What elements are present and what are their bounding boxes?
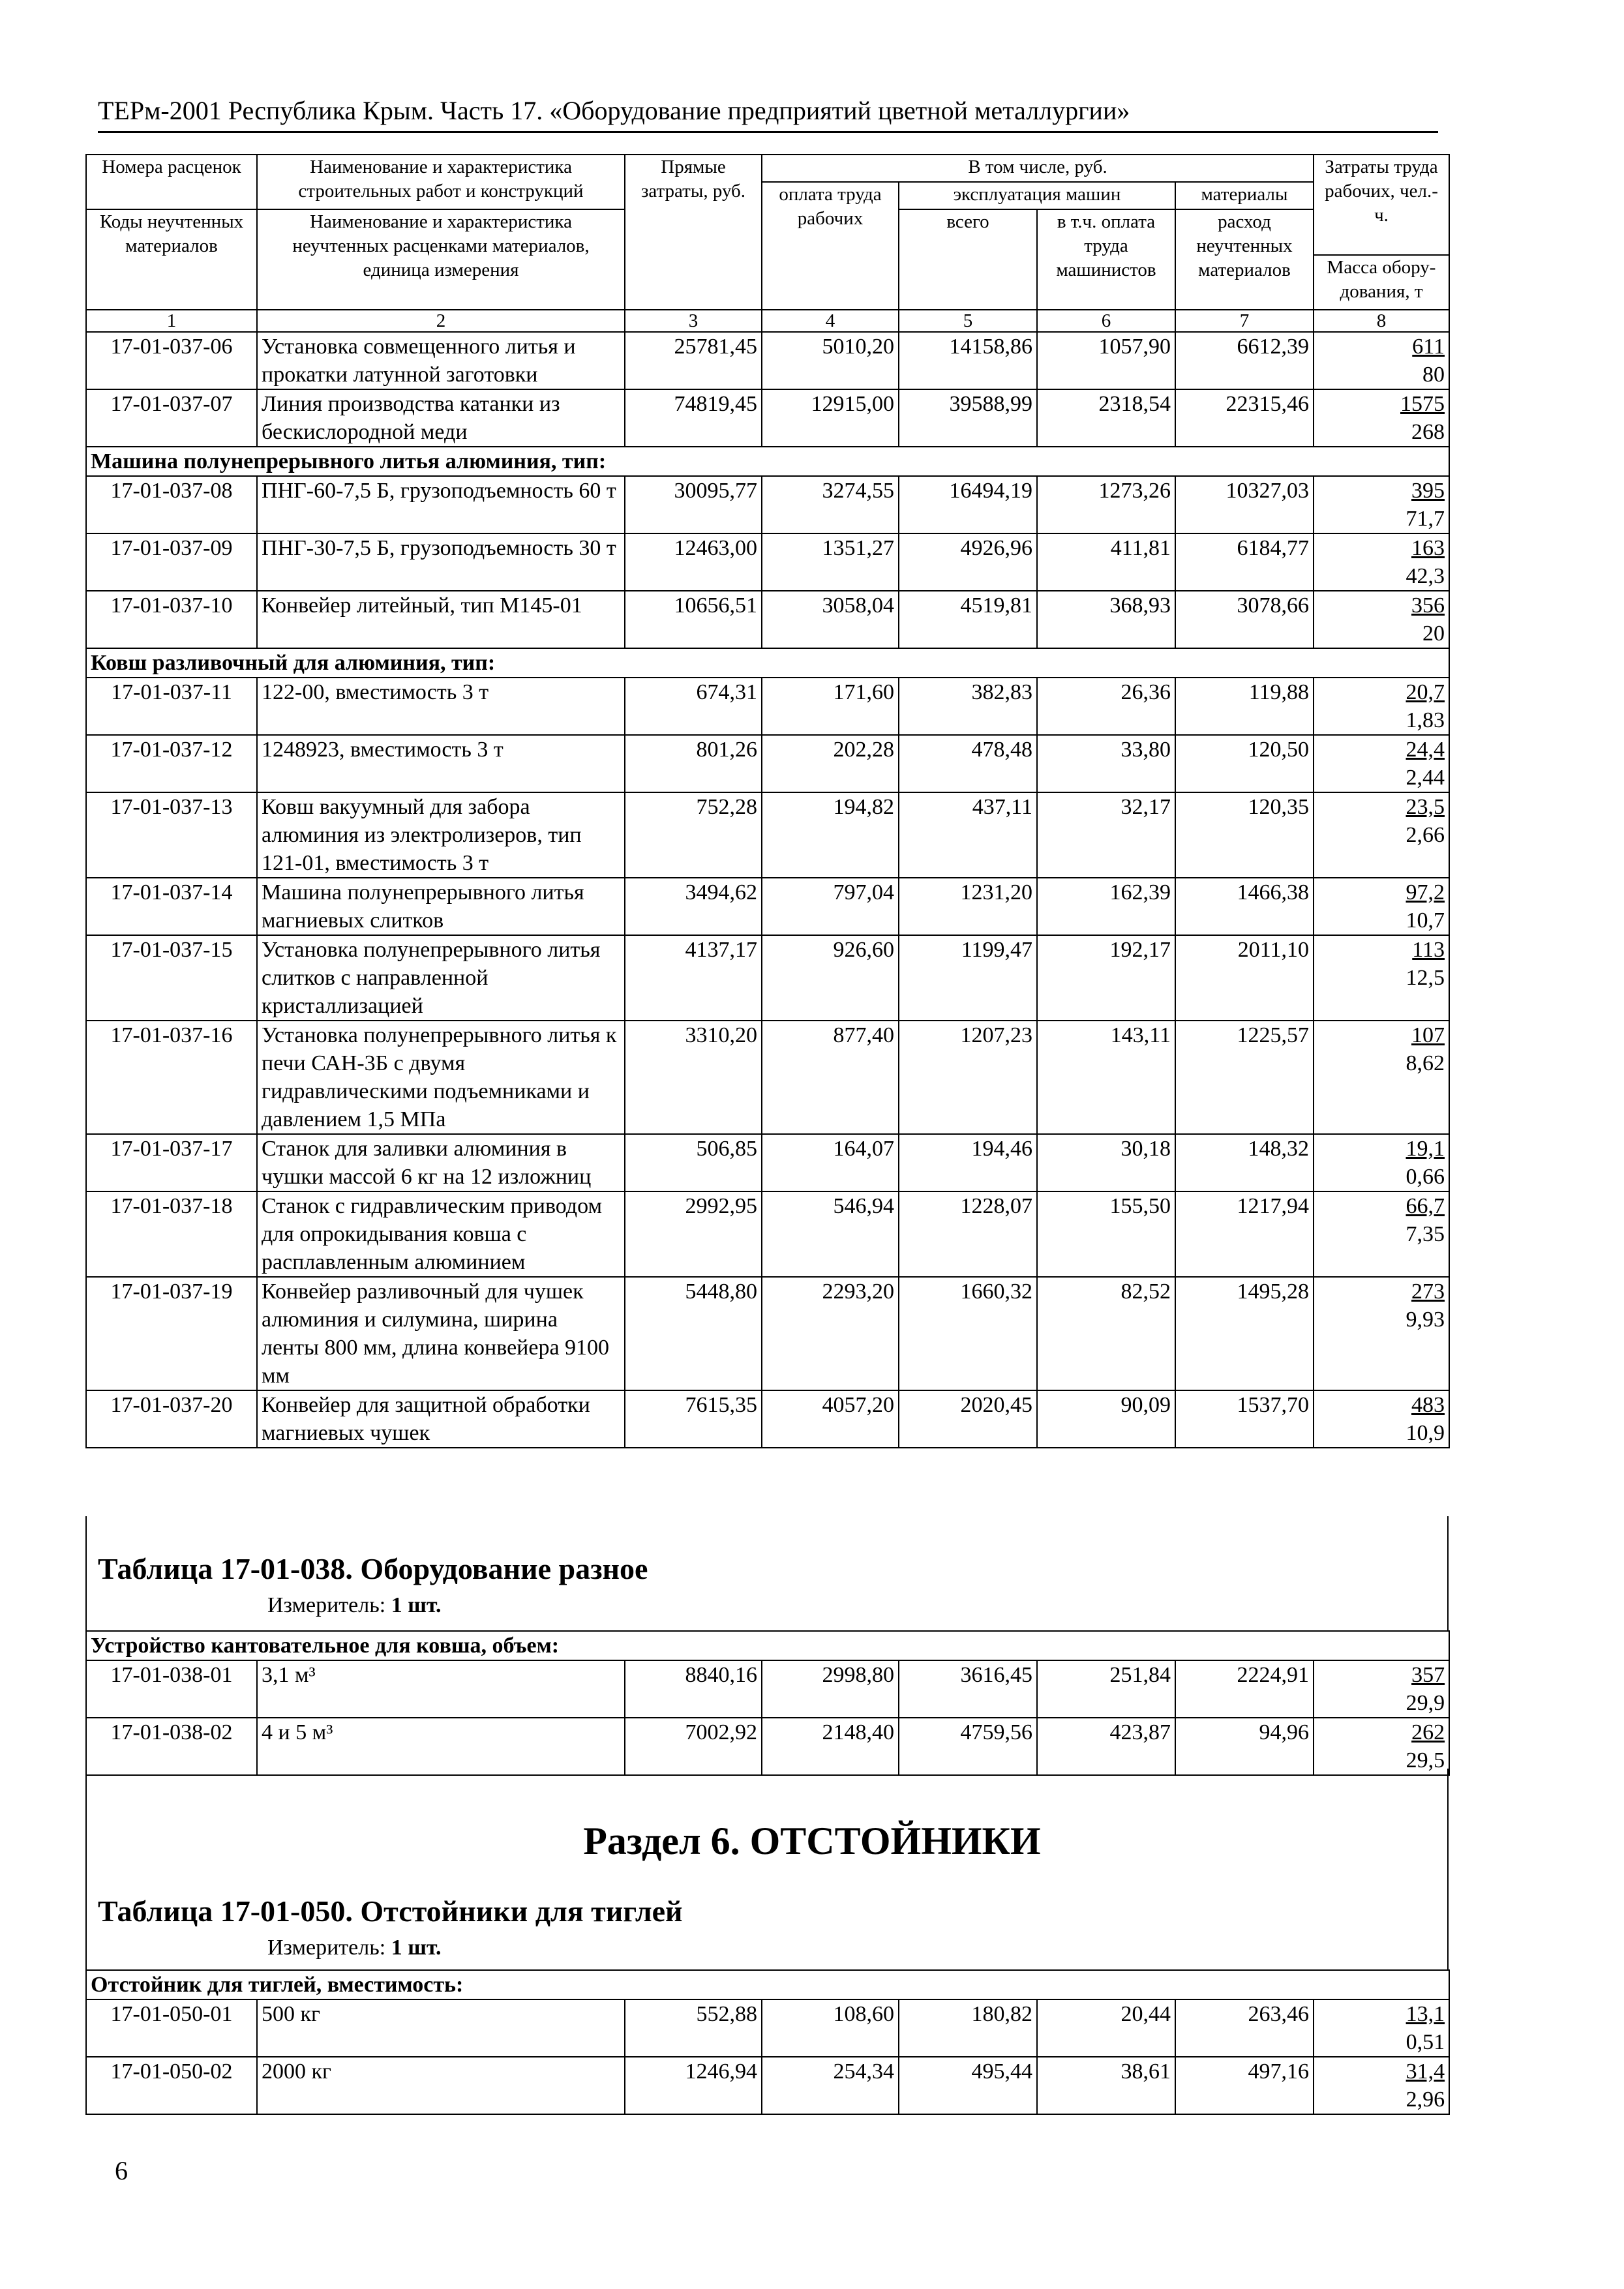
worker-wages-cell: 3058,04 <box>762 591 899 648</box>
machinist-wages-cell: 423,87 <box>1037 1718 1175 1775</box>
work-name-cell: ПНГ-60-7,5 Б, грузоподъемность 60 т <box>257 476 625 533</box>
machines-total-cell: 1228,07 <box>899 1191 1037 1277</box>
machinist-wages-cell: 33,80 <box>1037 735 1175 792</box>
table-row <box>86 1277 1449 1390</box>
machines-total-cell: 4926,96 <box>899 533 1037 591</box>
measure-label: Измеритель: <box>267 1936 386 1960</box>
equipment-mass-value: 9,93 <box>1406 1308 1445 1332</box>
machinist-wages-cell: 192,17 <box>1037 935 1175 1021</box>
labor-costs-value: 483 <box>1411 1393 1445 1417</box>
machinist-wages-cell: 82,52 <box>1037 1277 1175 1390</box>
materials-cell: 22315,46 <box>1175 389 1314 447</box>
equipment-mass-value: 12,5 <box>1406 966 1445 990</box>
rate-code-cell: 17-01-037-13 <box>86 792 257 878</box>
machines-total-cell: 478,48 <box>899 735 1037 792</box>
equipment-mass-value: 71,7 <box>1406 507 1445 531</box>
group-heading-row <box>86 447 1449 476</box>
equipment-mass-value: 20 <box>1422 621 1445 646</box>
materials-cell: 1495,28 <box>1175 1277 1314 1390</box>
machinist-wages-cell: 90,09 <box>1037 1390 1175 1448</box>
work-name-cell: ПНГ-30-7,5 Б, грузоподъемность 30 т <box>257 533 625 591</box>
table-row <box>86 735 1449 792</box>
worker-wages-cell: 164,07 <box>762 1134 899 1191</box>
col-header-materials: материалы <box>1175 182 1314 209</box>
labor-costs-value: 20,7 <box>1406 680 1445 704</box>
materials-cell: 1217,94 <box>1175 1191 1314 1277</box>
equipment-mass-value: 1,83 <box>1406 708 1445 732</box>
labor-mass-cell <box>1314 735 1449 792</box>
measure-label: Измеритель: <box>267 1593 386 1617</box>
measure-unit: 1 шт. <box>391 1936 442 1960</box>
labor-costs-value: 66,7 <box>1406 1194 1445 1218</box>
direct-costs-cell: 506,85 <box>625 1134 762 1191</box>
table038-title: Таблица 17-01-038. Оборудование разное <box>98 1552 648 1585</box>
machinist-wages-cell: 251,84 <box>1037 1660 1175 1718</box>
worker-wages-cell: 3274,55 <box>762 476 899 533</box>
work-name-cell: Ковш вакуумный для забора алюминия из электролизеров, тип 121-01, вместимость 3 т <box>257 792 625 878</box>
worker-wages-cell: 1351,27 <box>762 533 899 591</box>
direct-costs-cell: 7002,92 <box>625 1718 762 1775</box>
table-row <box>86 1191 1449 1277</box>
machines-total-cell: 2020,45 <box>899 1390 1037 1448</box>
equipment-mass-value: 2,44 <box>1406 766 1445 790</box>
labor-costs-value: 357 <box>1411 1663 1445 1687</box>
col-header-machines-total: всего <box>899 209 1037 310</box>
direct-costs-cell: 4137,17 <box>625 935 762 1021</box>
labor-mass-cell <box>1314 591 1449 648</box>
direct-costs-cell: 12463,00 <box>625 533 762 591</box>
header-rule <box>98 131 1438 133</box>
labor-mass-cell <box>1314 1660 1449 1718</box>
col-header-work-name: Наименование и характеристика строительных работ и конструкций <box>257 155 625 209</box>
col-header-labor-costs: Затраты труда рабочих, чел.-ч. <box>1314 155 1449 255</box>
materials-cell: 148,32 <box>1175 1134 1314 1191</box>
labor-costs-value: 113 <box>1412 938 1445 962</box>
col-header-material-codes: Коды неучтенных материалов <box>86 209 257 310</box>
group-heading: Машина полунепрерывного литья алюминия, тип: <box>86 447 1449 476</box>
group-heading: Устройство кантовательное для ковша, объем: <box>86 1631 1449 1660</box>
col-header-material-name: Наименование и характеристика неучтенных расценками материалов, единица измерения <box>257 209 625 310</box>
work-name-cell: 4 и 5 м³ <box>257 1718 625 1775</box>
work-name-cell: 2000 кг <box>257 2057 625 2114</box>
table038-measure <box>267 1592 442 1619</box>
machines-total-cell: 1207,23 <box>899 1021 1037 1134</box>
worker-wages-cell: 171,60 <box>762 678 899 735</box>
labor-mass-cell <box>1314 1999 1449 2057</box>
table-row <box>86 1390 1449 1448</box>
page-header-title: ТЕРм-2001 Республика Крым. Часть 17. «Оборудование предприятий цветной металлургии» <box>98 96 1130 125</box>
materials-cell: 3078,66 <box>1175 591 1314 648</box>
machines-total-cell: 180,82 <box>899 1999 1037 2057</box>
col-number-8: 8 <box>1314 310 1449 332</box>
labor-mass-cell <box>1314 1021 1449 1134</box>
labor-mass-cell <box>1314 332 1449 389</box>
machinist-wages-cell: 1273,26 <box>1037 476 1175 533</box>
table-row <box>86 792 1449 878</box>
labor-costs-value: 356 <box>1411 593 1445 618</box>
table-row <box>86 476 1449 533</box>
direct-costs-cell: 5448,80 <box>625 1277 762 1390</box>
materials-cell: 119,88 <box>1175 678 1314 735</box>
machines-total-cell: 3616,45 <box>899 1660 1037 1718</box>
machinist-wages-cell: 368,93 <box>1037 591 1175 648</box>
labor-costs-value: 13,1 <box>1406 2002 1445 2026</box>
direct-costs-cell: 7615,35 <box>625 1390 762 1448</box>
work-name-cell: Линия производства катанки из бескислородной меди <box>257 389 625 447</box>
work-name-cell: 500 кг <box>257 1999 625 2057</box>
work-name-cell: 122-00, вместимость 3 т <box>257 678 625 735</box>
labor-costs-value: 1575 <box>1400 392 1445 416</box>
equipment-mass-value: 10,7 <box>1406 908 1445 933</box>
rate-code-cell: 17-01-037-17 <box>86 1134 257 1191</box>
materials-cell: 2011,10 <box>1175 935 1314 1021</box>
rate-code-cell: 17-01-037-07 <box>86 389 257 447</box>
direct-costs-cell: 752,28 <box>625 792 762 878</box>
work-name-cell: Станок с гидравлическим приводом для опрокидывания ковша с расплавленным алюминием <box>257 1191 625 1277</box>
worker-wages-cell: 194,82 <box>762 792 899 878</box>
machines-total-cell: 16494,19 <box>899 476 1037 533</box>
machines-total-cell: 495,44 <box>899 2057 1037 2114</box>
labor-mass-cell <box>1314 476 1449 533</box>
group-heading-row <box>86 1631 1449 1660</box>
equipment-mass-value: 42,3 <box>1406 564 1445 588</box>
labor-mass-cell <box>1314 389 1449 447</box>
table-row <box>86 935 1449 1021</box>
section-title: Раздел 6. ОТСТОЙНИКИ <box>583 1819 1041 1863</box>
col-header-unaccounted-materials: расход неучтенных материалов <box>1175 209 1314 310</box>
materials-cell: 120,50 <box>1175 735 1314 792</box>
col-header-wages: оплата труда рабочих <box>762 182 899 310</box>
labor-costs-value: 611 <box>1412 335 1445 359</box>
machinist-wages-cell: 30,18 <box>1037 1134 1175 1191</box>
machines-total-cell: 1660,32 <box>899 1277 1037 1390</box>
col-header-equipment-mass: Масса обору-дования, т <box>1314 255 1449 310</box>
machinist-wages-cell: 155,50 <box>1037 1191 1175 1277</box>
work-name-cell: Установка совмещенного литья и прокатки латунной заготовки <box>257 332 625 389</box>
machinist-wages-cell: 1057,90 <box>1037 332 1175 389</box>
worker-wages-cell: 4057,20 <box>762 1390 899 1448</box>
col-number-2: 2 <box>257 310 625 332</box>
materials-cell: 6184,77 <box>1175 533 1314 591</box>
direct-costs-cell: 25781,45 <box>625 332 762 389</box>
rate-code-cell: 17-01-037-09 <box>86 533 257 591</box>
group-heading: Ковш разливочный для алюминия, тип: <box>86 648 1449 678</box>
work-name-cell: Установка полунепрерывного литья слитков с направленной кристаллизацией <box>257 935 625 1021</box>
machinist-wages-cell: 162,39 <box>1037 878 1175 935</box>
labor-mass-cell <box>1314 678 1449 735</box>
direct-costs-cell: 74819,45 <box>625 389 762 447</box>
rate-code-cell: 17-01-037-12 <box>86 735 257 792</box>
machinist-wages-cell: 20,44 <box>1037 1999 1175 2057</box>
col-number-3: 3 <box>625 310 762 332</box>
equipment-mass-value: 7,35 <box>1406 1222 1445 1246</box>
col-number-7: 7 <box>1175 310 1314 332</box>
table038-body <box>86 1631 1449 1775</box>
materials-cell: 120,35 <box>1175 792 1314 878</box>
machines-total-cell: 39588,99 <box>899 389 1037 447</box>
labor-mass-cell <box>1314 1277 1449 1390</box>
col-header-including: В том числе, руб. <box>762 155 1314 182</box>
machinist-wages-cell: 411,81 <box>1037 533 1175 591</box>
labor-costs-value: 24,4 <box>1406 738 1445 762</box>
materials-cell: 1225,57 <box>1175 1021 1314 1134</box>
table-row <box>86 591 1449 648</box>
worker-wages-cell: 2148,40 <box>762 1718 899 1775</box>
rate-code-cell: 17-01-037-18 <box>86 1191 257 1277</box>
worker-wages-cell: 202,28 <box>762 735 899 792</box>
labor-mass-cell <box>1314 1718 1449 1775</box>
rate-code-cell: 17-01-037-19 <box>86 1277 257 1390</box>
equipment-mass-value: 268 <box>1411 420 1445 444</box>
table-row <box>86 533 1449 591</box>
equipment-mass-value: 0,51 <box>1406 2030 1445 2054</box>
table-row <box>86 1718 1449 1775</box>
machinist-wages-cell: 143,11 <box>1037 1021 1175 1134</box>
rate-code-cell: 17-01-037-10 <box>86 591 257 648</box>
work-name-cell: Конвейер литейный, тип М145-01 <box>257 591 625 648</box>
materials-cell: 2224,91 <box>1175 1660 1314 1718</box>
machines-total-cell: 4759,56 <box>899 1718 1037 1775</box>
col-header-rate-numbers: Номера расценок <box>86 155 257 209</box>
col-number-6: 6 <box>1037 310 1175 332</box>
machinist-wages-cell: 2318,54 <box>1037 389 1175 447</box>
direct-costs-cell: 2992,95 <box>625 1191 762 1277</box>
rate-code-cell: 17-01-037-08 <box>86 476 257 533</box>
rate-code-cell: 17-01-037-14 <box>86 878 257 935</box>
machinist-wages-cell: 26,36 <box>1037 678 1175 735</box>
equipment-mass-value: 0,66 <box>1406 1165 1445 1189</box>
direct-costs-cell: 801,26 <box>625 735 762 792</box>
col-header-machinist-wages: в т.ч. оплата труда машинистов <box>1037 209 1175 310</box>
labor-mass-cell <box>1314 1191 1449 1277</box>
table-row <box>86 1660 1449 1718</box>
equipment-mass-value: 80 <box>1422 363 1445 387</box>
equipment-mass-value: 29,9 <box>1406 1691 1445 1715</box>
direct-costs-cell: 3494,62 <box>625 878 762 935</box>
table050-measure <box>267 1934 442 1962</box>
work-name-cell: Машина полунепрерывного литья магниевых слитков <box>257 878 625 935</box>
labor-mass-cell <box>1314 1134 1449 1191</box>
rate-code-cell: 17-01-037-06 <box>86 332 257 389</box>
materials-cell: 263,46 <box>1175 1999 1314 2057</box>
direct-costs-cell: 1246,94 <box>625 2057 762 2114</box>
table038 <box>85 1630 1450 1776</box>
labor-mass-cell <box>1314 792 1449 878</box>
work-name-cell: Конвейер разливочный для чушек алюминия и силумина, ширина ленты 800 мм, длина конвейера 9100 мм <box>257 1277 625 1390</box>
equipment-mass-value: 29,5 <box>1406 1748 1445 1773</box>
col-header-machines: эксплуатация машин <box>899 182 1175 209</box>
rate-code-cell: 17-01-037-11 <box>86 678 257 735</box>
worker-wages-cell: 254,34 <box>762 2057 899 2114</box>
table-row <box>86 389 1449 447</box>
worker-wages-cell: 546,94 <box>762 1191 899 1277</box>
table-row <box>86 1021 1449 1134</box>
materials-cell: 497,16 <box>1175 2057 1314 2114</box>
col-number-4: 4 <box>762 310 899 332</box>
header-table <box>85 154 1450 1448</box>
rate-code-cell: 17-01-050-01 <box>86 1999 257 2057</box>
machinist-wages-cell: 32,17 <box>1037 792 1175 878</box>
table-row <box>86 1134 1449 1191</box>
table1-body <box>86 332 1449 1448</box>
group-heading-row <box>86 648 1449 678</box>
worker-wages-cell: 2998,80 <box>762 1660 899 1718</box>
materials-cell: 94,96 <box>1175 1718 1314 1775</box>
group-heading: Отстойник для тиглей, вместимость: <box>86 1970 1449 1999</box>
worker-wages-cell: 12915,00 <box>762 389 899 447</box>
labor-costs-value: 107 <box>1411 1023 1445 1047</box>
table-row <box>86 332 1449 389</box>
col-number-1: 1 <box>86 310 257 332</box>
labor-costs-value: 163 <box>1411 536 1445 560</box>
labor-costs-value: 23,5 <box>1406 795 1445 819</box>
machinist-wages-cell: 38,61 <box>1037 2057 1175 2114</box>
labor-costs-value: 262 <box>1411 1720 1445 1744</box>
machines-total-cell: 1199,47 <box>899 935 1037 1021</box>
labor-mass-cell <box>1314 2057 1449 2114</box>
rate-code-cell: 17-01-050-02 <box>86 2057 257 2114</box>
machines-total-cell: 194,46 <box>899 1134 1037 1191</box>
equipment-mass-value: 8,62 <box>1406 1051 1445 1075</box>
machines-total-cell: 14158,86 <box>899 332 1037 389</box>
machines-total-cell: 382,83 <box>899 678 1037 735</box>
col-header-direct-costs: Прямые затраты, руб. <box>625 155 762 310</box>
direct-costs-cell: 10656,51 <box>625 591 762 648</box>
labor-costs-value: 31,4 <box>1406 2059 1445 2084</box>
worker-wages-cell: 5010,20 <box>762 332 899 389</box>
equipment-mass-value: 10,9 <box>1406 1421 1445 1445</box>
labor-costs-value: 273 <box>1411 1279 1445 1304</box>
direct-costs-cell: 674,31 <box>625 678 762 735</box>
labor-mass-cell <box>1314 533 1449 591</box>
materials-cell: 1537,70 <box>1175 1390 1314 1448</box>
rate-code-cell: 17-01-037-20 <box>86 1390 257 1448</box>
labor-costs-value: 395 <box>1411 479 1445 503</box>
equipment-mass-value: 2,66 <box>1406 823 1445 847</box>
direct-costs-cell: 30095,77 <box>625 476 762 533</box>
worker-wages-cell: 926,60 <box>762 935 899 1021</box>
work-name-cell: Конвейер для защитной обработки магниевых чушек <box>257 1390 625 1448</box>
direct-costs-cell: 8840,16 <box>625 1660 762 1718</box>
rate-code-cell: 17-01-038-02 <box>86 1718 257 1775</box>
direct-costs-cell: 3310,20 <box>625 1021 762 1134</box>
direct-costs-cell: 552,88 <box>625 1999 762 2057</box>
table-row <box>86 678 1449 735</box>
rate-code-cell: 17-01-037-15 <box>86 935 257 1021</box>
worker-wages-cell: 108,60 <box>762 1999 899 2057</box>
labor-mass-cell <box>1314 935 1449 1021</box>
labor-costs-value: 97,2 <box>1406 880 1445 905</box>
measure-unit: 1 шт. <box>391 1593 442 1617</box>
work-name-cell: 3,1 м³ <box>257 1660 625 1718</box>
machines-total-cell: 1231,20 <box>899 878 1037 935</box>
group-heading-row <box>86 1970 1449 1999</box>
labor-mass-cell <box>1314 878 1449 935</box>
machines-total-cell: 4519,81 <box>899 591 1037 648</box>
table050-body <box>86 1970 1449 2114</box>
work-name-cell: Станок для заливки алюминия в чушки массой 6 кг на 12 изложниц <box>257 1134 625 1191</box>
table-row <box>86 878 1449 935</box>
table050-title: Таблица 17-01-050. Отстойники для тиглей <box>98 1894 683 1928</box>
worker-wages-cell: 797,04 <box>762 878 899 935</box>
work-name-cell: 1248923, вместимость 3 т <box>257 735 625 792</box>
table-row <box>86 1999 1449 2057</box>
table050 <box>85 1969 1450 2115</box>
materials-cell: 6612,39 <box>1175 332 1314 389</box>
col-number-5: 5 <box>899 310 1037 332</box>
table-row <box>86 2057 1449 2114</box>
machines-total-cell: 437,11 <box>899 792 1037 878</box>
rate-code-cell: 17-01-038-01 <box>86 1660 257 1718</box>
work-name-cell: Установка полунепрерывного литья к печи САН-3Б с двумя гидравлическими подъемниками и давлением 1,5 МПа <box>257 1021 625 1134</box>
materials-cell: 10327,03 <box>1175 476 1314 533</box>
page-number: 6 <box>115 2156 128 2185</box>
worker-wages-cell: 877,40 <box>762 1021 899 1134</box>
rate-code-cell: 17-01-037-16 <box>86 1021 257 1134</box>
materials-cell: 1466,38 <box>1175 878 1314 935</box>
worker-wages-cell: 2293,20 <box>762 1277 899 1390</box>
labor-mass-cell <box>1314 1390 1449 1448</box>
equipment-mass-value: 2,96 <box>1406 2087 1445 2112</box>
labor-costs-value: 19,1 <box>1406 1137 1445 1161</box>
